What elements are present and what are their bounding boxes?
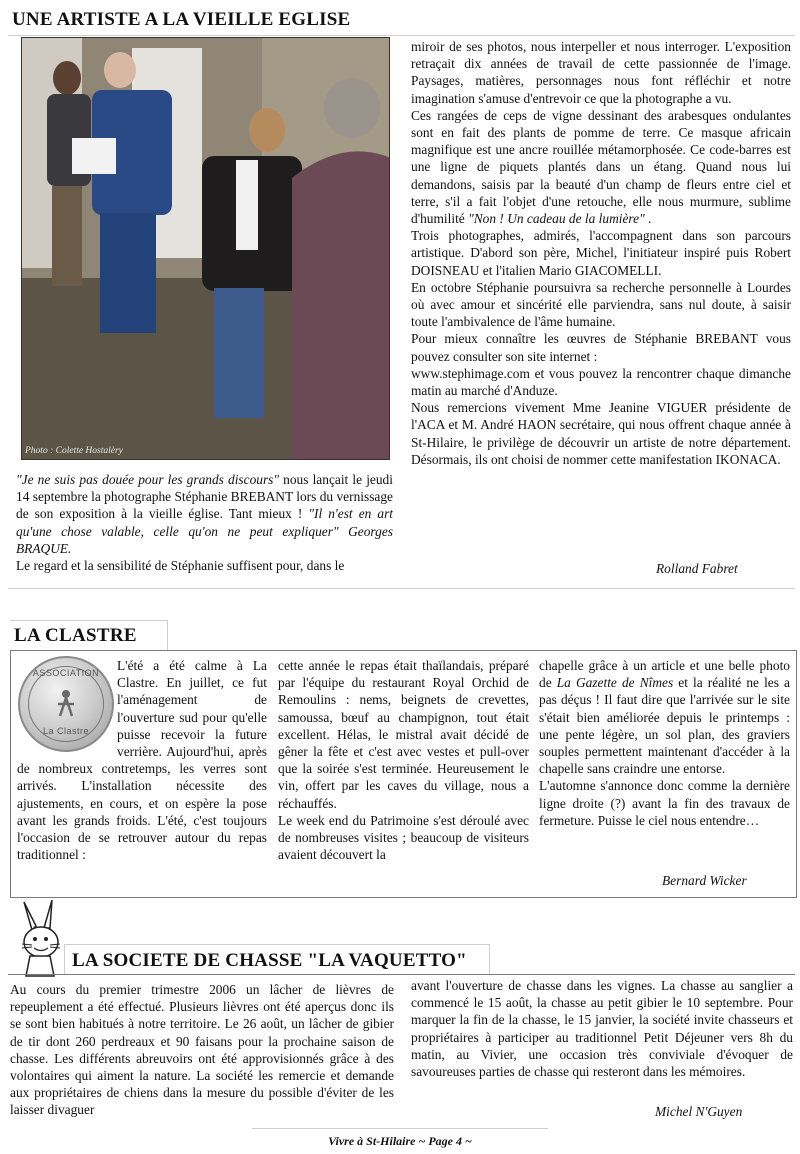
paragraph: Le regard et la sensibilité de Stéphanie suffisent pour, dans le	[16, 558, 345, 574]
article-clastre-column-3	[539, 657, 790, 829]
quote-brebant: "Je ne suis pas douée pour les grands discours"	[16, 472, 280, 487]
paragraph: cette année le repas était thaïlandais, préparé par l'équipe du restaurant Royal Orchid de Remoulins : nems, beignets de crevettes, samoussa, bœuf au champignon, tout était excellent. Hélas, le mistral avait décidé de gêner la fête et c'est avec vestes et pull-over que la soirée s'est terminée. Heureusement le vin, offert par les caves du village, nous a réchauffés.	[278, 658, 529, 811]
paragraph: En octobre Stéphanie poursuivra sa recherche personnelle à Lourdes où avec amour et sincérité elle parviendra, sans nul doute, à saisir toute l'ambivalence de l'âme humaine.	[411, 279, 791, 330]
paragraph: Nous remercions vivement Mme Jeanine VIGUER présidente de l'ACA et M. André HAON secrétaire, qui nous offrent chaque année à St-Hilaire, le privilège de découvrir un artiste de notre département. Désormais, ils ont choisi de nommer cette manifestation IKONACA.	[411, 400, 791, 467]
paragraph-text: et la réalité ne les a pas déçus ! Il faut dire que l'arrivée sur le site s'était bien améliorée depuis le printemps : une pente légère, un sol plan, des graviers souples permettent maintenant d'accéder à la chapelle sans craindre une entorse.	[539, 675, 790, 777]
paragraph-text: Ces rangées de ceps de vigne dessinant des arabesques ondulantes sont en fait des plants de pomme de terre. Ce masque africain magnifique est une ancre rouillée métamorphosée. Ce code-barres est une ligne de piquets plantés dans un étang. Quand nous lui demandons, saisis par la beauté d'un champ de fleurs entre ciel et terre, s'il a fait l'objet d'une retouche, elle nous murmure, sublime d'humilité	[411, 107, 791, 227]
article-chasse-left-column	[10, 981, 394, 1119]
article-artiste-right-column	[411, 38, 791, 468]
signature-nguyen: Michel N'Guyen	[655, 1104, 743, 1119]
exhibition-photo-illustration	[22, 38, 390, 460]
article-artiste-left-column	[16, 471, 393, 574]
signature-fabret: Rolland Fabret	[656, 561, 738, 576]
paragraph: L'automne s'annonce donc comme la dernière ligne droite (?) avant la fin des travaux de fermeture. Puisse le ciel nous entendre…	[539, 778, 790, 828]
paragraph: Le week end du Patrimoine s'est déroulé avec de nombreuses visites ; beaucoup de visiteurs avaient découvert la	[278, 812, 529, 863]
badge-float-space	[17, 657, 117, 753]
footer-rule	[252, 1128, 548, 1129]
title-rule	[8, 35, 795, 36]
paragraph: L'été a été calme à La Clastre. En juillet, ce fut l'aménagement de l'ouverture sud pour qu'elle puisse recevoir la future verrière. Aujourd'hui, après de nombreux contretemps, les verres sont arrivés. L'installation nécessite des ajustements, en cours, et on espère la pose avant les grands froids. L'été, c'est toujours l'occasion de se retrouver autour du repas traditionnel :	[17, 658, 267, 863]
badge-bottom-text: La Clastre	[42, 726, 90, 736]
article-chasse-right-column	[411, 977, 793, 1080]
paragraph	[539, 657, 790, 777]
paragraph	[411, 107, 791, 227]
rabbit-mascot-icon	[14, 900, 70, 978]
section-divider	[8, 588, 795, 589]
paragraph: Au cours du premier trimestre 2006 un lâcher de lièvres de repeuplement a été effectué. Plusieurs lièvres ont été aperçus donc ils se sont bien habitués à notre territoire. Le 26 août, un lâcher de gibier de tir dont 260 perdreaux et 90 faisans pour la prochaine saison de chasse. Les différents abreuvoirs ont été approvisionnés grâce à des volontaires qui aiment la nature. La société les remercie et demande aux propriétaires de chiens dans la mesure du possible d'éviter de les laisser divaguer	[10, 982, 394, 1118]
paragraph: www.stephimage.com et vous pouvez la rencontrer chaque dimanche matin au marché d'Anduze.	[411, 365, 791, 399]
signature-wicker: Bernard Wicker	[662, 873, 747, 888]
intro-text: nous lançait le jeudi 14 septembre la photographe Stéphanie BREBANT lors du vernissage de son exposition à la vieille église. Tant mieux !	[16, 472, 393, 522]
paragraph-text: chapelle grâce à un article et une belle photo de	[539, 658, 790, 691]
paragraph: Pour mieux connaître les œuvres de Stéphanie BREBANT vous pouvez consulter son site internet :	[411, 331, 791, 364]
article-clastre-column-2	[278, 657, 529, 863]
quote-lumiere: "Non ! Un cadeau de la lumière"	[468, 211, 645, 227]
article-title-artiste: UNE ARTISTE A LA VIEILLE EGLISE	[12, 9, 351, 30]
paragraph: miroir de ses photos, nous interpeller et nous interroger. L'exposition retraçait dix années de travail de cette passionnée de l'image. Paysages, matières, personnages nous font réfléchir et notre imagination s'amuse d'entrevoir ce que la photographe a vu.	[411, 39, 791, 106]
paragraph-text: .	[644, 211, 652, 227]
photo-credit: Photo : Colette Hostalèry	[25, 446, 123, 456]
badge-top-text: ASSOCIATION	[32, 668, 100, 678]
paragraph: avant l'ouverture de chasse dans les vignes. La chasse au sanglier a commencé le 15 août, la chasse au petit gibier le 10 septembre. Pour marquer la fin de la chasse, le 15 janvier, la société invite chasseurs et propriétaires à participer au traditionnel Petit Déjeuner vers 8h du matin, au Vivier, une occasion très conviviale d'évoquer de savoureuses parties de chasse qui resteront dans les mémoires.	[411, 978, 793, 1080]
article-title-chasse: LA SOCIETE DE CHASSE "LA VAQUETTO"	[72, 950, 467, 971]
paragraph: Trois photographes, admirés, l'accompagnent dans son parcours artistique. D'abord son père, Michel, l'initiateur inspiré puis Robert DOISNEAU et l'italien Mario GIACOMELLI.	[411, 228, 791, 278]
title-rule	[8, 974, 795, 975]
quote-braque: "Il n'est en art qu'une chose valable, celle qu'on ne peut expliquer" Georges BRAQUE.	[16, 506, 393, 556]
exhibition-photo	[21, 37, 390, 460]
article-clastre-column-1	[17, 657, 267, 863]
article-title-clastre: LA CLASTRE	[14, 625, 137, 646]
page-footer: Vivre à St-Hilaire ~ Page 4 ~	[328, 1134, 472, 1148]
newspaper-name: La Gazette de Nîmes	[556, 675, 674, 691]
